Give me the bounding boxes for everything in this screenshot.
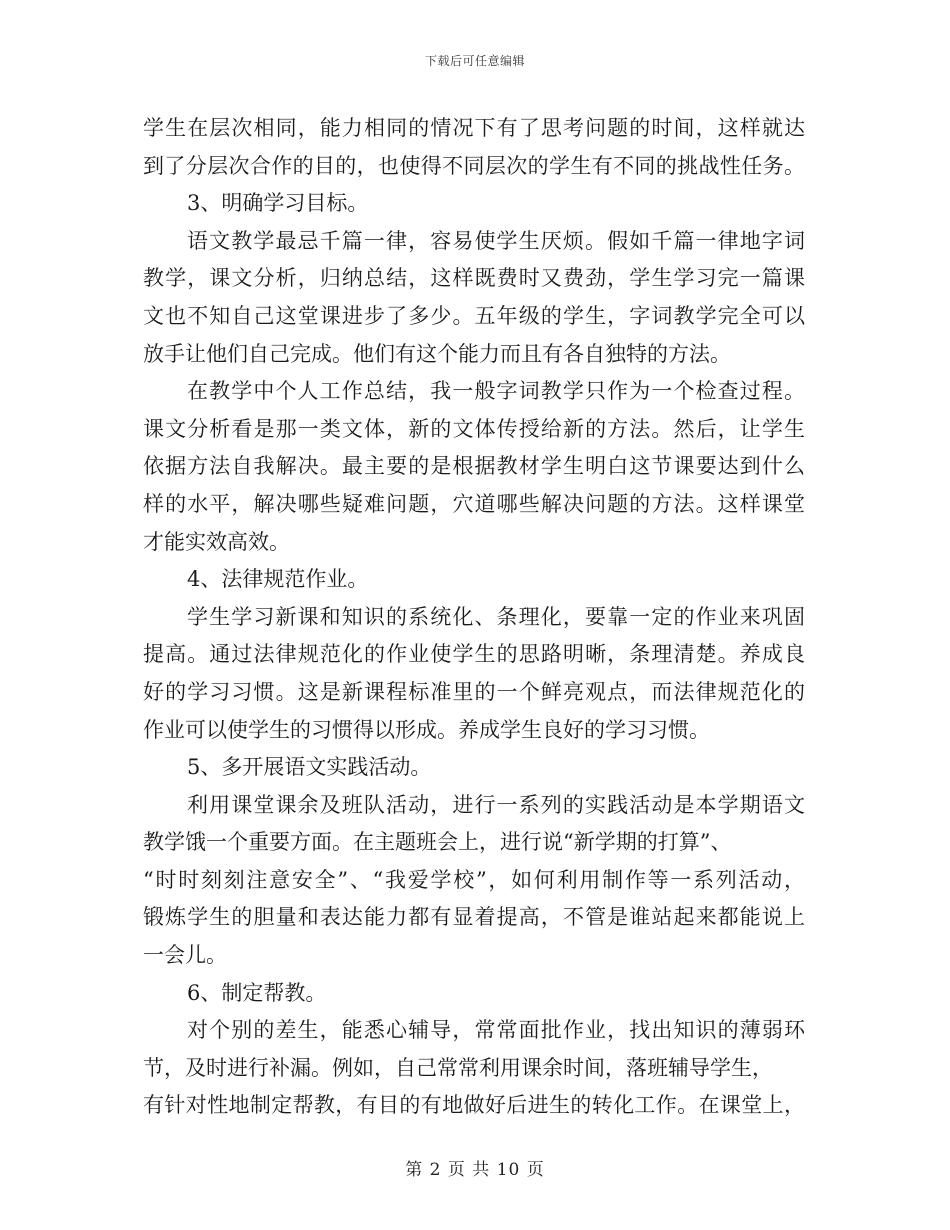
page-number-footer: 第 2 页 共 10 页 <box>405 1160 545 1180</box>
text-line: 4、法律规范作业。 <box>187 567 369 592</box>
text-line: 在教学中个人工作总结，我一般字词教学只作为一个检查过程。 <box>187 379 805 404</box>
text-line: 语文教学最忌千篇一律，容易使学生厌烦。假如千篇一律地字词 <box>187 228 805 253</box>
text-line: 利用课堂课余及班队活动，进行一系列的实践活动是本学期语文 <box>187 792 805 817</box>
text-line: 5、多开展语文实践活动。 <box>187 755 432 780</box>
text-line: 到了分层次合作的目的，也使得不同层次的学生有不同的挑战性任务。 <box>143 153 805 178</box>
text-line: 放手让他们自己完成。他们有这个能力而且有各自独特的方法。 <box>143 341 731 366</box>
text-line: 课文分析看是那一类文体，新的文体传授给新的方法。然后，让学生 <box>143 416 805 441</box>
text-line: 节，及时进行补漏。例如，自己常常利用课余时间，落班辅导学生， <box>143 1055 773 1080</box>
text-line: 3、明确学习目标。 <box>187 191 369 216</box>
text-line: 教学，课文分析，归纳总结，这样既费时又费劲，学生学习完一篇课 <box>143 266 805 291</box>
text-line: 学生学习新课和知识的系统化、条理化，要靠一定的作业来巩固 <box>187 604 805 629</box>
text-line: 才能实效高效。 <box>143 529 290 554</box>
document-body <box>143 110 805 1125</box>
text-line: 锻炼学生的胆量和表达能力都有显着提高，不管是谁站起来都能说上 <box>143 905 805 930</box>
text-line: 教学饿一个重要方面。在主题班会上，进行说“新学期的打算”、 <box>143 830 732 855</box>
text-line: 文也不知自己这堂课进步了多少。五年级的学生，字词教学完全可以 <box>143 303 805 328</box>
text-line: 有针对性地制定帮教，有目的有地做好后进生的转化工作。在课堂上， <box>143 1093 805 1118</box>
text-line: 样的水平，解决哪些疑难问题，穴道哪些解决问题的方法。这样课堂 <box>143 491 805 516</box>
text-line: 学生在层次相同，能力相同的情况下有了思考问题的时间，这样就达 <box>143 116 805 140</box>
text-line: 提高。通过法律规范化的作业使学生的思路明晰，条理清楚。养成良 <box>143 642 805 667</box>
text-line: 依据方法自我解决。最主要的是根据教材学生明白这节课要达到什么 <box>143 454 805 479</box>
text-line: 作业可以使学生的习惯得以形成。养成学生良好的学习习惯。 <box>143 717 710 742</box>
text-line: 好的学习习惯。这是新课程标准里的一个鲜亮观点，而法律规范化的 <box>143 679 805 704</box>
text-line: 6、制定帮教。 <box>187 980 327 1005</box>
text-line: 一会儿。 <box>143 943 227 968</box>
text-line: “时时刻刻注意安全”、“我爱学校”，如何利用制作等一系列活动， <box>143 867 805 892</box>
text-line: 对个别的差生，能悉心辅导，常常面批作业，找出知识的薄弱环 <box>187 1018 805 1043</box>
page-header: 下载后可任意编辑 <box>424 54 525 68</box>
